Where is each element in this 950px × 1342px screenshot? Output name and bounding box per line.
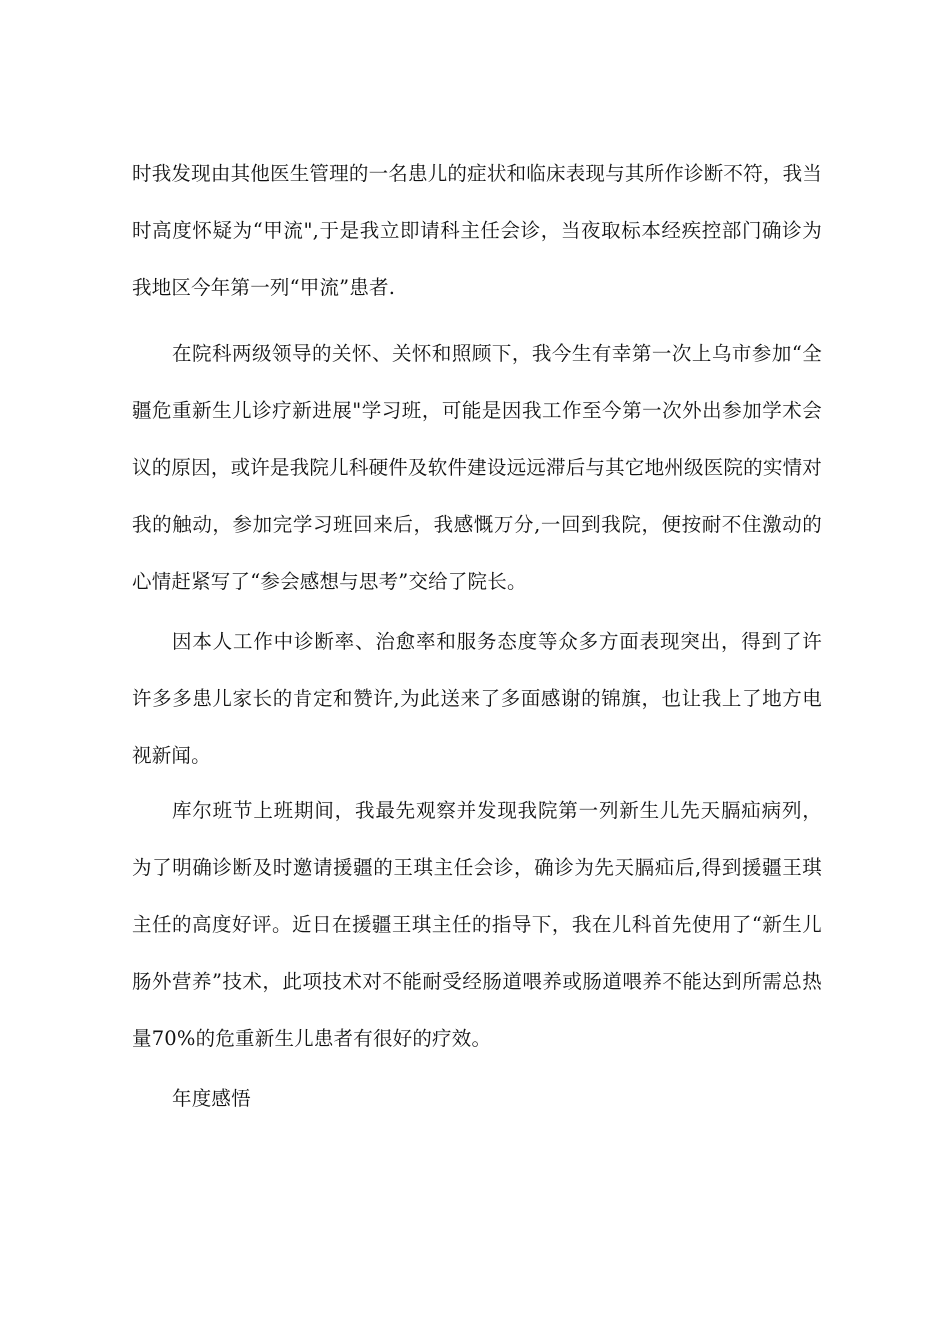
paragraph-text: 时我发现由其他医生管理的一名患儿的症状和临床表现与其所作诊断不符，我当时高度怀疑为“甲流",于是我立即请科主任会诊，当夜取标本经疾控部门确诊为我地区今年第一列“甲流”患者. (132, 162, 822, 299)
paragraph-new-technique (132, 782, 822, 1067)
section-heading-text: 年度感悟 (172, 1087, 251, 1110)
section-heading-annual-reflection (132, 1070, 822, 1127)
paragraph-text: 库尔班节上班期间，我最先观察并发现我院第一列新生儿先天膈疝病列，为了明确诊断及时邀请援疆的王琪主任会诊，确诊为先天膈疝后,得到援疆王琪主任的高度好评。近日在援疆王琪主任的指导下，我在儿科首先使用了“新生儿肠外营养”技术，此项技术对不能耐受经肠道喂养或肠道喂养不能达到所需总热量70%的危重新生儿患者有很好的疗效。 (132, 799, 822, 1050)
paragraph-study-course (132, 325, 822, 610)
paragraph-text: 在院科两级领导的关怀、关怀和照顾下，我今生有幸第一次上乌市参加“全疆危重新生儿诊疗新进展"学习班，可能是因我工作至今第一次外出参加学术会议的原因，或许是我院儿科硬件及软件建设远远滞后与其它地州级医院的实情对我的触动，参加完学习班回来后，我感慨万分,一回到我院，便按耐不住激动的心情赶紧写了“参会感想与思考”交给了院长。 (132, 342, 822, 593)
paragraph-text: 因本人工作中诊断率、治愈率和服务态度等众多方面表现突出，得到了许许多多患儿家长的肯定和赞许,为此送来了多面感谢的锦旗，也让我上了地方电视新闻。 (132, 630, 822, 767)
paragraph-continuation (132, 145, 822, 316)
paragraph-recognition (132, 613, 822, 784)
